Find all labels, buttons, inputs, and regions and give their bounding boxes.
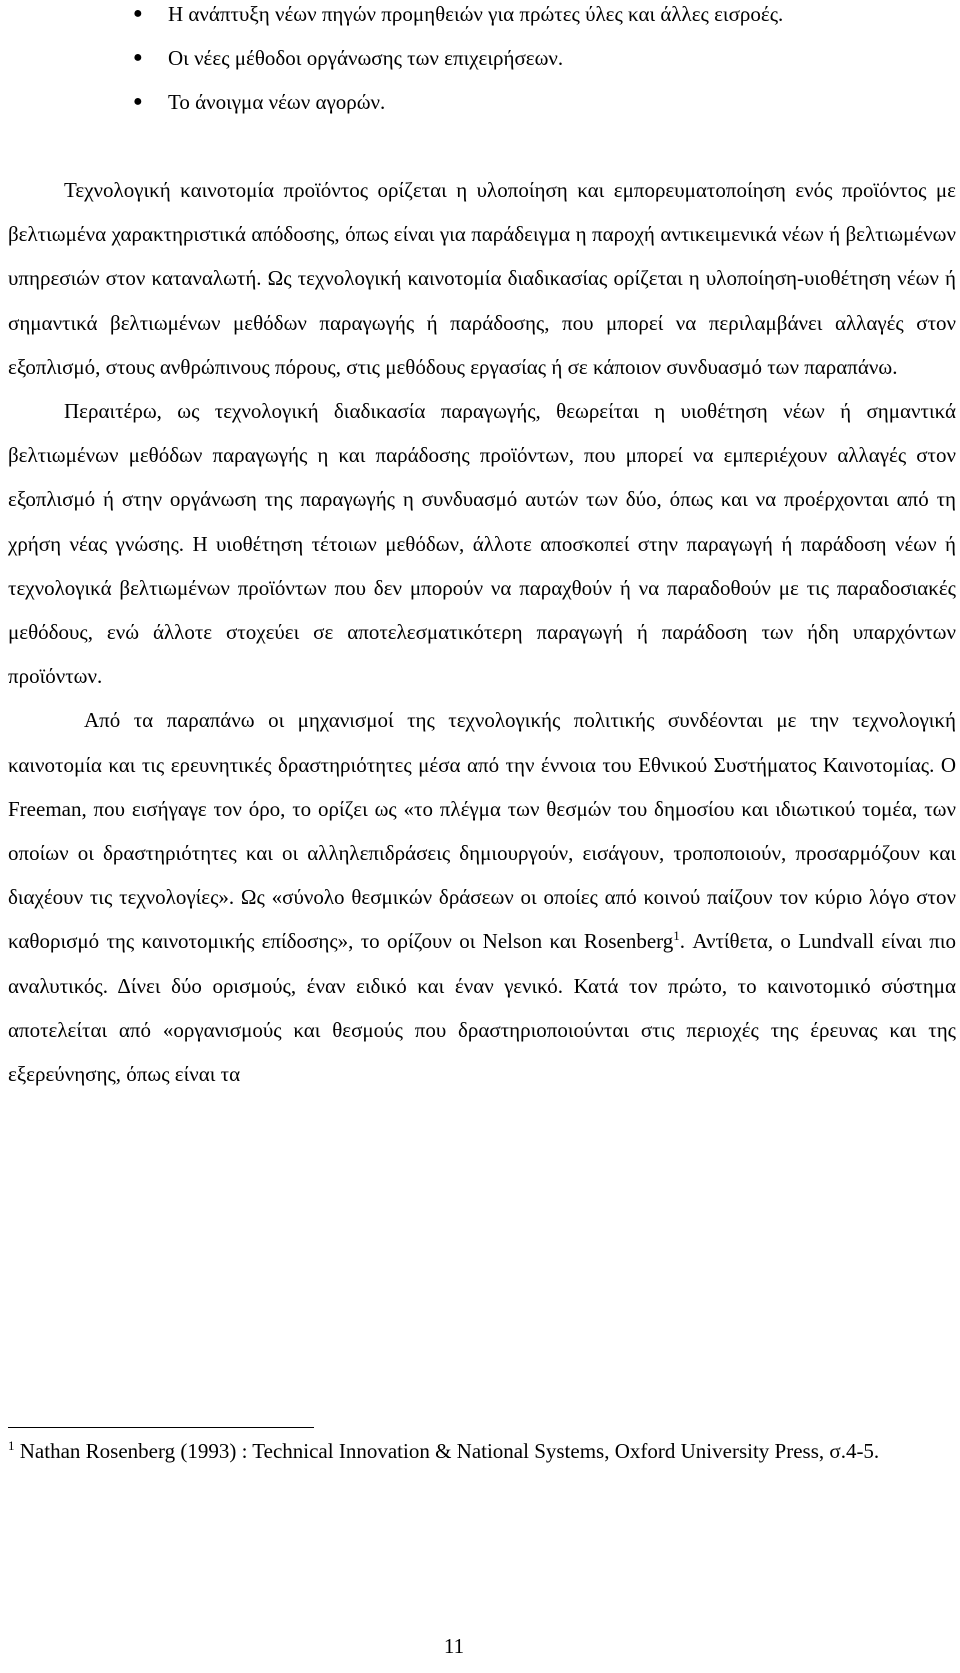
bullet-icon: ● <box>133 49 143 67</box>
page-number: 11 <box>443 1634 465 1658</box>
footnote <box>8 1437 956 1466</box>
body-text <box>8 168 956 1096</box>
footnote-marker: 1 <box>8 1438 15 1453</box>
paragraph-text: . Αντίθετα, ο Lundvall είναι πιο αναλυτικός. Δίνει δύο ορισμούς, έναν ειδικό και έναν γενικό. Κατά τον πρώτο, το καινοτομικό σύστημα αποτελείται από «οργανισμούς και θεσμούς που δραστηριοποιούνται στις περιοχές της έρευνας και της εξερεύνησης, όπως είναι τα <box>8 929 957 1087</box>
paragraph-national-innovation-system <box>8 698 956 1096</box>
bullet-text: Οι νέες μέθοδοι οργάνωσης των επιχειρήσεων. <box>168 46 564 71</box>
bullet-icon: ● <box>133 93 143 111</box>
bullet-item <box>8 80 956 124</box>
bullet-item <box>8 0 956 36</box>
footnote-reference[interactable]: 1 <box>673 928 680 944</box>
bullet-list <box>8 0 956 125</box>
bullet-text: Η ανάπτυξη νέων πηγών προμηθειών για πρώτες ύλες και άλλες εισροές. <box>168 2 784 26</box>
paragraph-production-process: Περαιτέρω, ως τεχνολογική διαδικασία παραγωγής, θεωρείται η υιοθέτηση νέων ή σημαντικά βελτιωμένων μεθόδων παραγωγής η και παράδοσης προϊόντων, που μπορεί να εμπεριέχουν αλλαγές στον εξοπλισμό ή στην οργάνωση της παραγωγής η συνδυασμό αυτών των δύο, όπως και να προέρχονται από τη χρήση νέας γνώσης. Η υιοθέτηση τέτοιων μεθόδων, άλλοτε αποσκοπεί στην παραγωγή ή παράδοση νέων ή τεχνολογικά βελτιωμένων προϊόντων που δεν μπορούν να παραχθούν ή να παραδοθούν με τις παραδοσιακές μεθόδους, ενώ άλλοτε στοχεύει σε αποτελεσματικότερη παραγωγή ή παράδοση των ήδη υπαρχόντων προϊόντων. <box>8 399 956 689</box>
bullet-text: Το άνοιγμα νέων αγορών. <box>168 90 386 115</box>
bullet-item <box>8 36 956 80</box>
paragraph-product-innovation: Τεχνολογική καινοτομία προϊόντος ορίζεται η υλοποίηση και εμπορευματοποίηση ενός προϊόντος με βελτιωμένα χαρακτηριστικά απόδοσης, όπως είναι για παράδειγμα η παροχή αντικειμενικά νέων ή βελτιωμένων υπηρεσιών στον καταναλωτή. Ως τεχνολογική καινοτομία διαδικασίας ορίζεται η υλοποίηση-υιοθέτηση νέων ή σημαντικά βελτιωμένων μεθόδων παραγωγής ή παράδοσης, που μπορεί να περιλαμβάνει αλλαγές στον εξοπλισμό, στους ανθρώπινους πόρους, στις μεθόδους εργασίας ή σε κάποιον συνδυασμό των παραπάνω. <box>8 178 956 379</box>
footnote-text: Nathan Rosenberg (1993) : Technical Innovation & National Systems, Oxford University Press, σ.4-5. <box>14 1439 880 1463</box>
bullet-icon: ● <box>133 5 143 22</box>
paragraph-text: Από τα παραπάνω οι μηχανισμοί της τεχνολογικής πολιτικής συνδέονται με την τεχνολογική καινοτομία και τις ερευνητικές δραστηριότητες μέσα από την έννοια του Εθνικού Συστήματος Καινοτομίας. Ο Freeman, που εισήγαγε τον όρο, το ορίζει ως «το πλέγμα των θεσμών του δημοσίου και ιδιωτικού τομέα, των οποίων οι δραστηριότητες και οι αλληλεπιδράσεις δημιουργούν, εισάγουν, τροποποιούν, προσαρμόζουν και διαχέουν τις τεχνολογίες». Ως «σύνολο θεσμικών δράσεων οι οποίες από κοινού παίζουν τον κύριο λόγο στον καθορισμό της καινοτομικής επίδοσης», το ορίζουν οι Nelson και Rosenberg <box>8 708 956 954</box>
footnote-separator <box>8 1427 314 1428</box>
